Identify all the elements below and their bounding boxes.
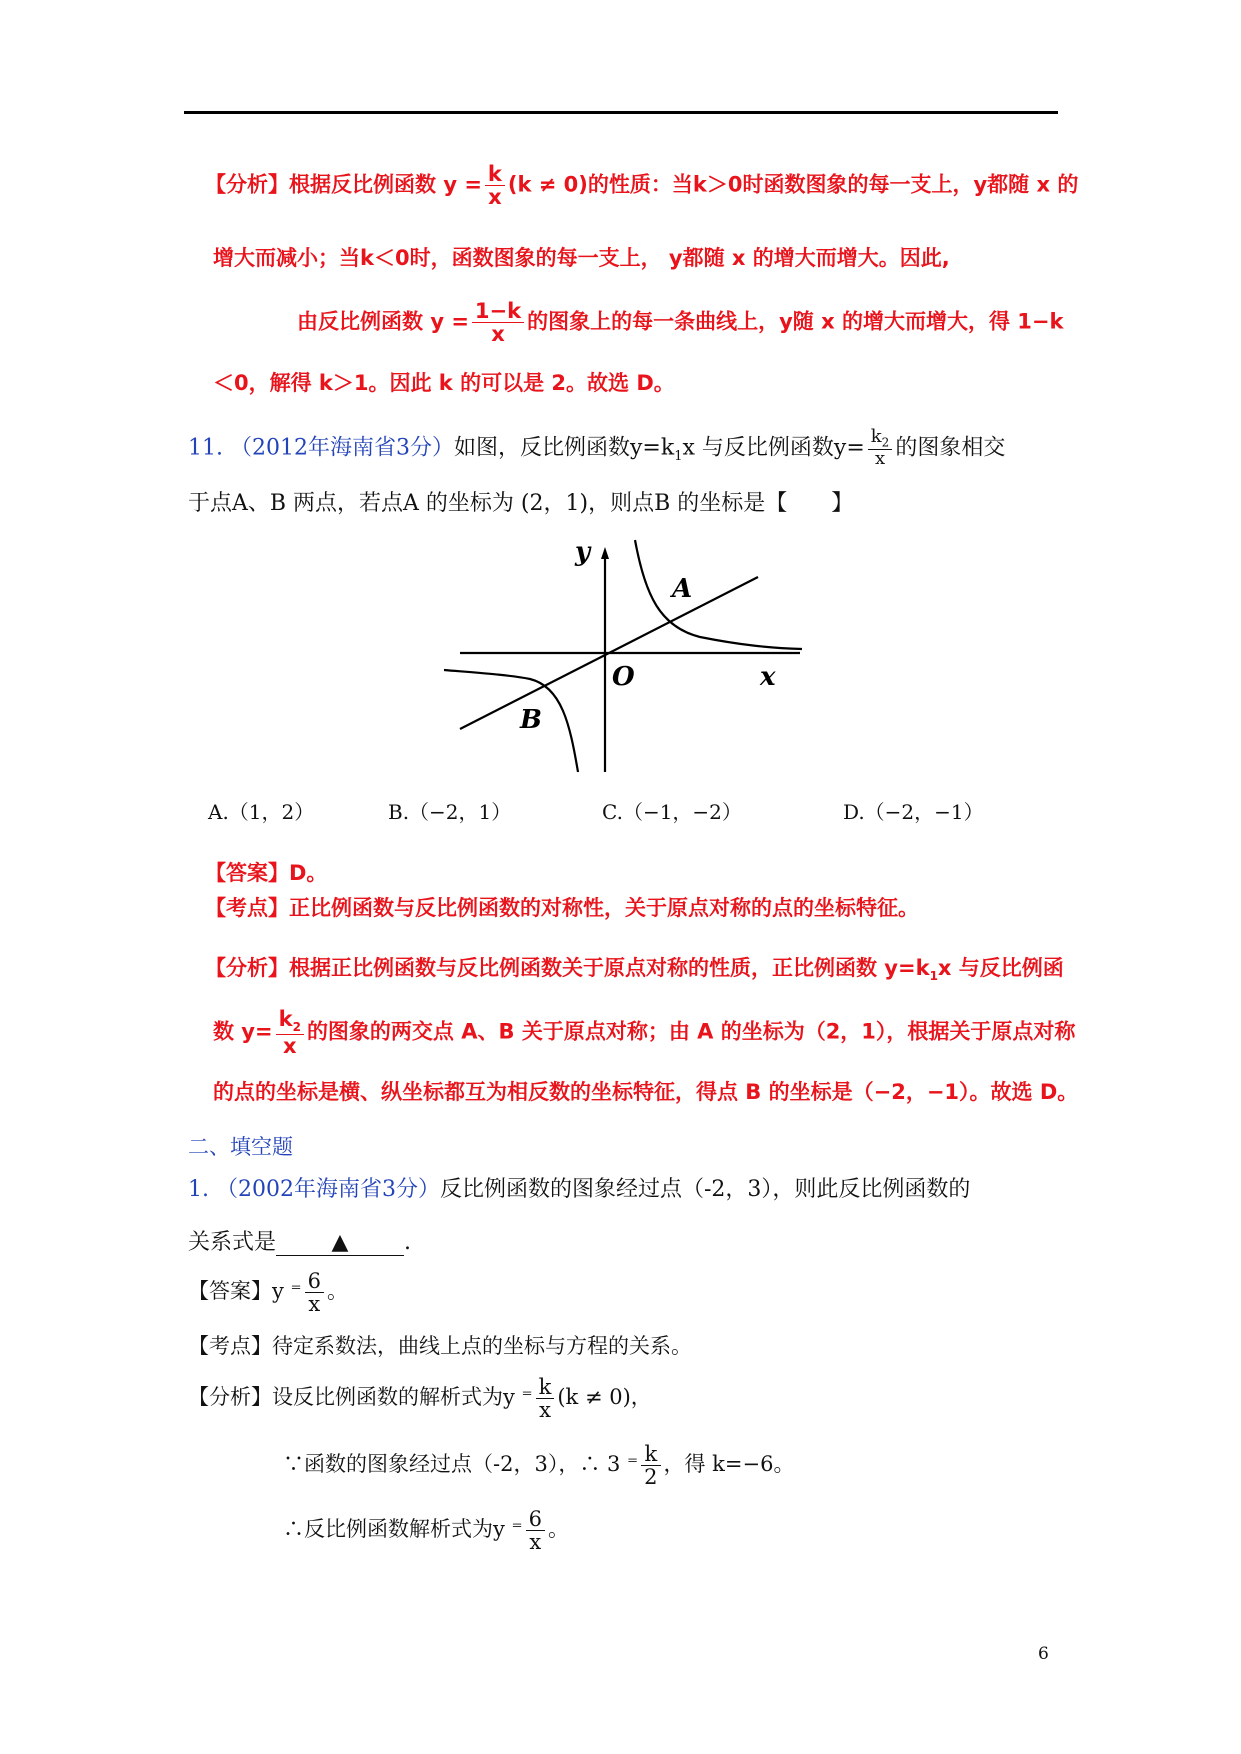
fraction: $\frac{k}{2}$ [641, 1443, 660, 1488]
q10-analysis-line2: 增大而减小；当k＜0时，函数图象的每一支上， y都随 x 的增大而增大。因此, [213, 246, 950, 270]
question-source: （2002年海南省3分） [216, 1177, 440, 1202]
q1-answer: 【答案】y ⁼ $\frac{6}{x}$ 。 [188, 1269, 348, 1317]
answer-blank[interactable]: ▲ [276, 1230, 404, 1256]
fraction: $\frac{k}{x}$ [536, 1376, 555, 1421]
header-rule [184, 111, 1058, 114]
q11-answer: 【答案】D。 [205, 861, 328, 885]
hyperbola-branch-upper [635, 540, 802, 649]
q11-analysis-line3: 的点的坐标是横、纵坐标都互为相反数的坐标特征，得点 B 的坐标是（−2，−1）。故选 D。 [213, 1080, 1079, 1104]
question-number: 1. [188, 1177, 209, 1202]
q1-keypoint: 【考点】待定系数法，曲线上点的坐标与方程的关系。 [188, 1334, 692, 1358]
question-number: 11. [188, 435, 223, 461]
q11-stem-line1: 11. （2012年海南省3分）如图，反比例函数$y=k_1x$ 与反比例函数y= $\frac{k_2}{x}$ 的图象相交 [188, 426, 1006, 470]
option-d: D.（−2，−1） [843, 800, 984, 824]
point-b-label: B [520, 705, 542, 735]
fraction: $\frac{k}{x}$ [485, 163, 505, 208]
q1-analysis-line3: ∴反比例函数解析式为y ⁼ $\frac{6}{x}$ 。 [283, 1507, 569, 1555]
fraction: $\frac{k_2}{x}$ [868, 428, 893, 469]
page-number: 6 [1038, 1644, 1049, 1664]
q1-analysis-line2: ∵函数的图象经过点（-2，3），∴ 3 ⁼ $\frac{k}{2}$ ，得 k=−6。 [283, 1442, 795, 1490]
fraction: $\frac{k_2}{x}$ [276, 1008, 304, 1057]
fraction: $\frac{1-k}{x}$ [472, 300, 524, 345]
q10-analysis-line3: 由反比例函数 y = $\frac{1-k}{x}$ 的图象上的每一条曲线上，y随 x 的增大而增大，得 1−k [297, 299, 1064, 347]
q10-analysis-line4: ＜0，解得 k＞1。因此 k 的可以是 2。故选 D。 [213, 371, 675, 395]
q11-analysis-line1: 【分析】根据正比例函数与反比例函数关于原点对称的性质，正比例函数 $y=k_1x$ 与反比例函 [205, 956, 1064, 984]
q10-analysis-line1: 【分析】根据反比例函数 y = $\frac{k}{x}$ (k ≠ 0)的性质：当k＞0时函数图象的每一支上，y都随 x 的 [205, 162, 1079, 210]
y-axis-arrow [601, 547, 609, 559]
option-c: C.（−1，−2） [602, 800, 742, 824]
x-axis-label: x [760, 662, 776, 692]
q1-stem-line2: 关系式是 ▲ . [188, 1230, 412, 1255]
option-a: A.（1，2） [208, 800, 315, 824]
analysis-tag: 【分析】 [205, 172, 289, 197]
y-axis-label: y [575, 537, 591, 567]
q11-stem-line2: 于点A、B 两点，若点A 的坐标为 (2，1)，则点B 的坐标是【 】 [188, 491, 854, 516]
q11-keypoint: 【考点】正比例函数与反比例函数的对称性，关于原点对称的点的坐标特征。 [205, 896, 919, 920]
fraction: $\frac{6}{x}$ [526, 1508, 545, 1553]
point-a-label: A [672, 574, 693, 604]
q1-analysis-line1: 【分析】设反比例函数的解析式为y ⁼ $\frac{k}{x}$ (k ≠ 0)， [188, 1375, 652, 1423]
section-title: 二、填空题 [188, 1135, 293, 1159]
origin-label: O [612, 662, 635, 692]
fraction: $\frac{6}{x}$ [305, 1270, 324, 1315]
q1-stem-line1: 1. （2002年海南省3分）反比例函数的图象经过点（-2，3），则此反比例函数的 [188, 1177, 971, 1202]
hyperbola-branch-lower [444, 670, 578, 772]
question-source: （2012年海南省3分） [230, 435, 454, 461]
option-b: B.（−2，1） [388, 800, 512, 824]
q11-analysis-line2: 数 y= $\frac{k_2}{x}$ 的图象的两交点 A、B 关于原点对称；由 A 的坐标为（2，1），根据关于原点对称 [213, 1007, 1076, 1058]
hyperbola-figure [440, 535, 810, 775]
